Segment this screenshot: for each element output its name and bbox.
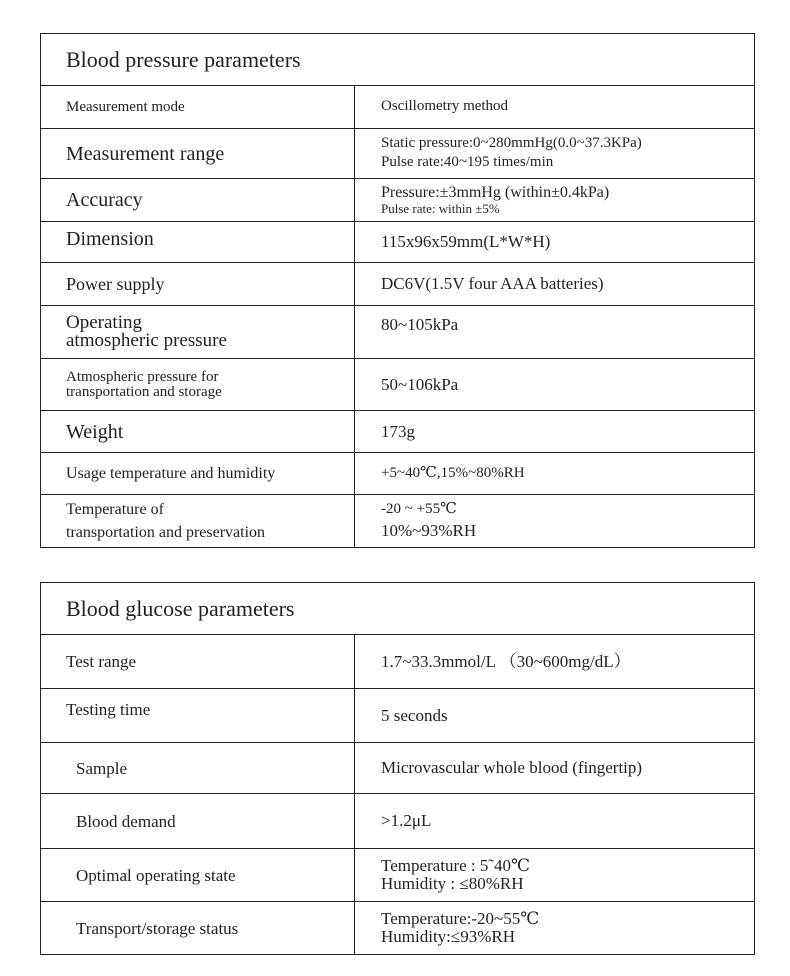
value-line: 115x96x59mm(L*W*H) <box>381 232 551 252</box>
table-row <box>41 359 754 411</box>
value-line: 10%~93%RH <box>381 520 477 540</box>
row-value <box>355 743 754 793</box>
row-value <box>355 222 754 262</box>
label-line: transportation and storage <box>66 383 222 400</box>
table-row <box>41 129 754 179</box>
row-label: Measurement range <box>41 129 355 178</box>
row-value <box>355 359 754 410</box>
row-value <box>355 306 754 358</box>
row-label: Test range <box>41 635 355 688</box>
value-line: -20 ~ +55℃ <box>381 501 457 518</box>
row-value <box>355 902 754 954</box>
value-line: Oscillometry method <box>381 98 509 115</box>
table-row <box>41 453 754 495</box>
table-row <box>41 849 754 902</box>
value-line: 50~106kPa <box>381 374 459 394</box>
table-row <box>41 689 754 743</box>
row-value <box>355 689 754 742</box>
label-line: transportation and preservation <box>66 524 266 541</box>
value-line: 1.7~33.3mmol/L （30~600mg/dL） <box>381 651 631 671</box>
table-row <box>41 263 754 306</box>
blood-glucose-table <box>40 582 755 955</box>
row-label: Testing time <box>41 689 355 742</box>
row-label: Power supply <box>41 263 355 305</box>
value-line: Microvascular whole blood (fingertip) <box>381 758 643 778</box>
blood-pressure-table <box>40 33 755 548</box>
row-label: Accuracy <box>41 179 355 221</box>
label-line: Atmospheric pressure for <box>66 368 219 385</box>
row-value <box>355 263 754 305</box>
row-value <box>355 453 754 494</box>
label-line: Operating <box>66 311 142 333</box>
value-line: Static pressure:0~280mmHg(0.0~37.3KPa) <box>381 135 642 152</box>
value-line: DC6V(1.5V four AAA batteries) <box>381 274 604 294</box>
row-value <box>355 794 754 848</box>
label-line: atmospheric pressure <box>66 330 227 351</box>
value-line: Humidity:≤93%RH <box>381 927 515 946</box>
blood-pressure-title: Blood pressure parameters <box>41 34 754 86</box>
row-label: Transport/storage status <box>41 902 355 954</box>
value-line: 5 seconds <box>381 705 448 725</box>
row-label: Usage temperature and humidity <box>41 453 355 494</box>
table-row <box>41 743 754 794</box>
value-line: >1.2μL <box>381 811 432 831</box>
row-value <box>355 129 754 178</box>
row-label <box>41 359 355 410</box>
value-line: Pulse rate:40~195 times/min <box>381 154 554 170</box>
table-row <box>41 306 754 359</box>
value-line: Humidity : ≤80%RH <box>381 874 524 893</box>
row-label <box>41 306 355 358</box>
row-label: Dimension <box>41 222 355 262</box>
table-row <box>41 794 754 849</box>
value-line: 80~105kPa <box>381 315 459 334</box>
row-value <box>355 411 754 452</box>
row-value <box>355 179 754 221</box>
value-line: 173g <box>381 421 415 441</box>
value-line: +5~40℃,15%~80%RH <box>381 464 525 481</box>
row-value <box>355 86 754 128</box>
row-label <box>41 495 355 547</box>
blood-glucose-title: Blood glucose parameters <box>41 583 754 635</box>
table-row <box>41 411 754 453</box>
row-label: Optimal operating state <box>41 849 355 901</box>
row-value <box>355 635 754 688</box>
row-label: Weight <box>41 411 355 452</box>
row-value <box>355 495 754 547</box>
table-row <box>41 86 754 129</box>
row-value <box>355 849 754 901</box>
row-label: Blood demand <box>41 794 355 848</box>
table-row <box>41 635 754 689</box>
table-row <box>41 495 754 547</box>
value-line: Temperature:-20~55℃ <box>381 909 540 929</box>
value-line: Temperature : 5˜40℃ <box>381 856 531 876</box>
table-row <box>41 222 754 263</box>
label-line: Temperature of <box>66 500 164 518</box>
value-line: Pulse rate: within ±5% <box>381 200 500 216</box>
table-row <box>41 179 754 222</box>
row-label: Measurement mode <box>41 86 355 128</box>
row-label: Sample <box>41 743 355 793</box>
value-line: Pressure:±3mmHg (within±0.4kPa) <box>381 183 610 201</box>
table-row <box>41 902 754 954</box>
